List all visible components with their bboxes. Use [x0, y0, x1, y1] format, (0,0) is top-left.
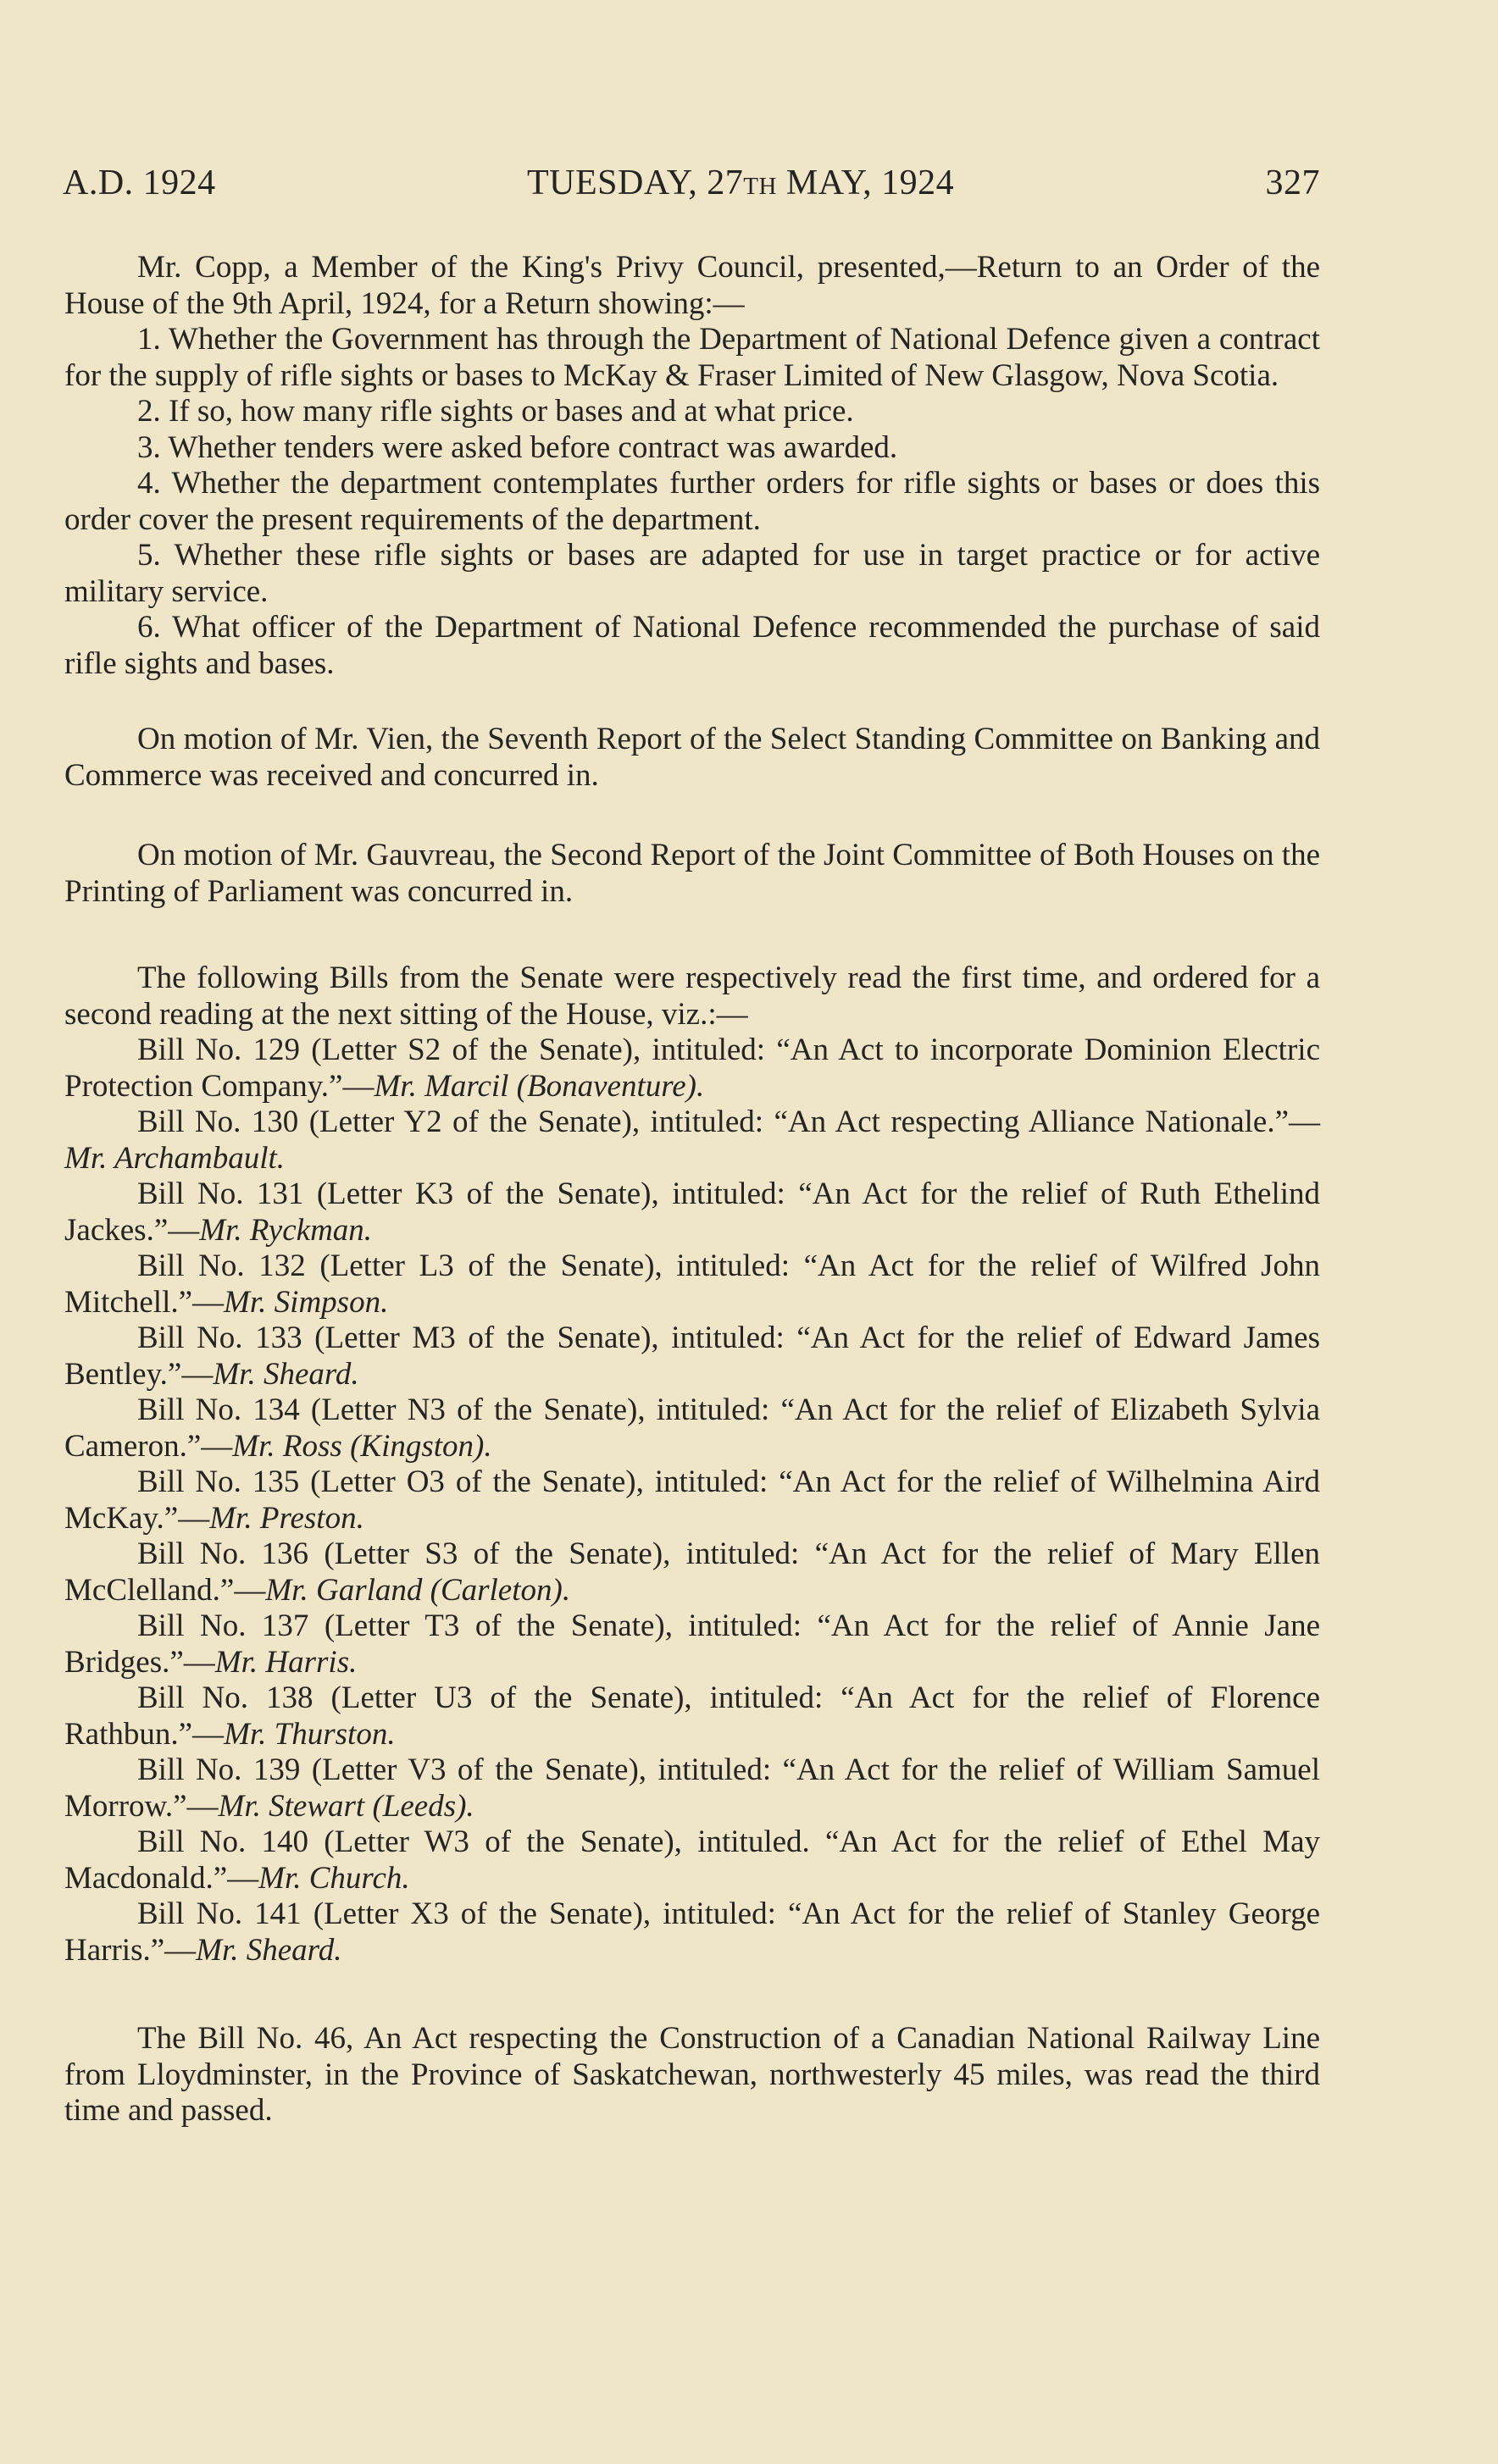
- bill-sponsor: Mr. Stewart (Leeds).: [218, 1788, 474, 1824]
- header-date: TUESDAY, 27TH MAY, 1924: [527, 163, 955, 202]
- bill-entry: Bill No. 131 (Letter K3 of the Senate), intituled: “An Act for the relief of Ruth Ethelind Jackes.”—Mr. Ryckman.: [64, 1177, 1320, 1248]
- bill-entry: Bill No. 133 (Letter M3 of the Senate), intituled: “An Act for the relief of Edward James Bentley.”—Mr. Sheard.: [64, 1321, 1320, 1392]
- motion-paragraph: On motion of Mr. Vien, the Seventh Report of the Select Standing Committee on Banking and Commerce was received and concurred in.: [64, 722, 1320, 793]
- return-item: 2. If so, how many rifle sights or bases and at what price.: [137, 394, 854, 429]
- bill-sponsor: Mr. Marcil (Bonaventure).: [374, 1068, 705, 1104]
- bill-entry: Bill No. 139 (Letter V3 of the Senate), intituled: “An Act for the relief of William Samuel Morrow.”—Mr. Stewart (Leeds).: [64, 1752, 1320, 1824]
- bill-sponsor: Mr. Simpson.: [224, 1284, 389, 1320]
- return-item: 6. What officer of the Department of National Defence recommended the purchase of said rifle sights and bases.: [64, 610, 1320, 681]
- page-header: [63, 163, 1320, 203]
- bill-entry: Bill No. 129 (Letter S2 of the Senate), intituled: “An Act to incorporate Dominion Electric Protection Company.”—Mr. Marcil (Bonaventure).: [64, 1033, 1320, 1104]
- bill-sponsor: Mr. Thurston.: [224, 1716, 396, 1752]
- bill-sponsor: Mr. Garland (Carleton).: [265, 1572, 571, 1608]
- return-item: 1. Whether the Government has through the Department of National Defence given a contract for the supply of rifle sights or bases to McKay & Fraser Limited of New Glasgow, Nova Scotia.: [64, 322, 1320, 393]
- bill-sponsor: Mr. Archambault.: [64, 1140, 286, 1176]
- page-body: [64, 250, 1320, 2129]
- bill-entry: Bill No. 141 (Letter X3 of the Senate), intituled: “An Act for the relief of Stanley George Harris.”—Mr. Sheard.: [64, 1896, 1320, 1968]
- bill-sponsor: Mr. Ross (Kingston).: [232, 1428, 492, 1464]
- bill-entry: Bill No. 132 (Letter L3 of the Senate), intituled: “An Act for the relief of Wilfred John Mitchell.”—Mr. Simpson.: [64, 1249, 1320, 1320]
- bill-sponsor: Mr. Harris.: [214, 1644, 358, 1680]
- motion-paragraph: On motion of Mr. Gauvreau, the Second Report of the Joint Committee of Both Houses on the Printing of Parliament was concurred in.: [64, 838, 1320, 909]
- return-item: 4. Whether the department contemplates further orders for rifle sights or bases or does this order cover the present requirements of the department.: [64, 466, 1320, 537]
- final-paragraph: The Bill No. 46, An Act respecting the Construction of a Canadian National Railway Line from Lloydminster, in the Province of Saskatchewan, northwesterly 45 miles, was read the third time and passed.: [64, 2021, 1320, 2128]
- return-item: 5. Whether these rifle sights or bases are adapted for use in target practice or for active military service.: [64, 538, 1320, 609]
- bill-sponsor: Mr. Preston.: [209, 1500, 364, 1536]
- return-item: 3. Whether tenders were asked before contract was awarded.: [137, 429, 898, 465]
- return-intro: Mr. Copp, a Member of the King's Privy Council, presented,—Return to an Order of the House of the 9th April, 1924, for a Return showing:—: [64, 250, 1320, 321]
- bills-intro: The following Bills from the Senate were respectively read the first time, and ordered for a second reading at the next sitting of the House, viz.:—: [64, 961, 1320, 1032]
- page-number: 327: [1265, 163, 1320, 202]
- bill-entry: Bill No. 134 (Letter N3 of the Senate), intituled: “An Act for the relief of Elizabeth Sylvia Cameron.”—Mr. Ross (Kingston).: [64, 1393, 1320, 1464]
- bill-sponsor: Mr. Sheard.: [213, 1356, 359, 1392]
- header-year: A.D. 1924: [63, 163, 216, 202]
- bill-sponsor: Mr. Ryckman.: [199, 1212, 373, 1248]
- bill-sponsor: Mr. Church.: [258, 1860, 410, 1896]
- bill-entry: Bill No. 130 (Letter Y2 of the Senate), intituled: “An Act respecting Alliance Nationale.”—Mr. Archambault.: [64, 1105, 1320, 1176]
- bill-sponsor: Mr. Sheard.: [196, 1932, 342, 1968]
- bill-entry: Bill No. 140 (Letter W3 of the Senate), intituled. “An Act for the relief of Ethel May Macdonald.”—Mr. Church.: [64, 1824, 1320, 1896]
- bill-entry: Bill No. 135 (Letter O3 of the Senate), intituled: “An Act for the relief of Wilhelmina Aird McKay.”—Mr. Preston.: [64, 1465, 1320, 1536]
- bill-entry: Bill No. 138 (Letter U3 of the Senate), intituled: “An Act for the relief of Florence Rathbun.”—Mr. Thurston.: [64, 1681, 1320, 1752]
- bill-entry: Bill No. 137 (Letter T3 of the Senate), intituled: “An Act for the relief of Annie Jane Bridges.”—Mr. Harris.: [64, 1609, 1320, 1680]
- bill-entry: Bill No. 136 (Letter S3 of the Senate), intituled: “An Act for the relief of Mary Ellen McClelland.”—Mr. Garland (Carleton).: [64, 1537, 1320, 1608]
